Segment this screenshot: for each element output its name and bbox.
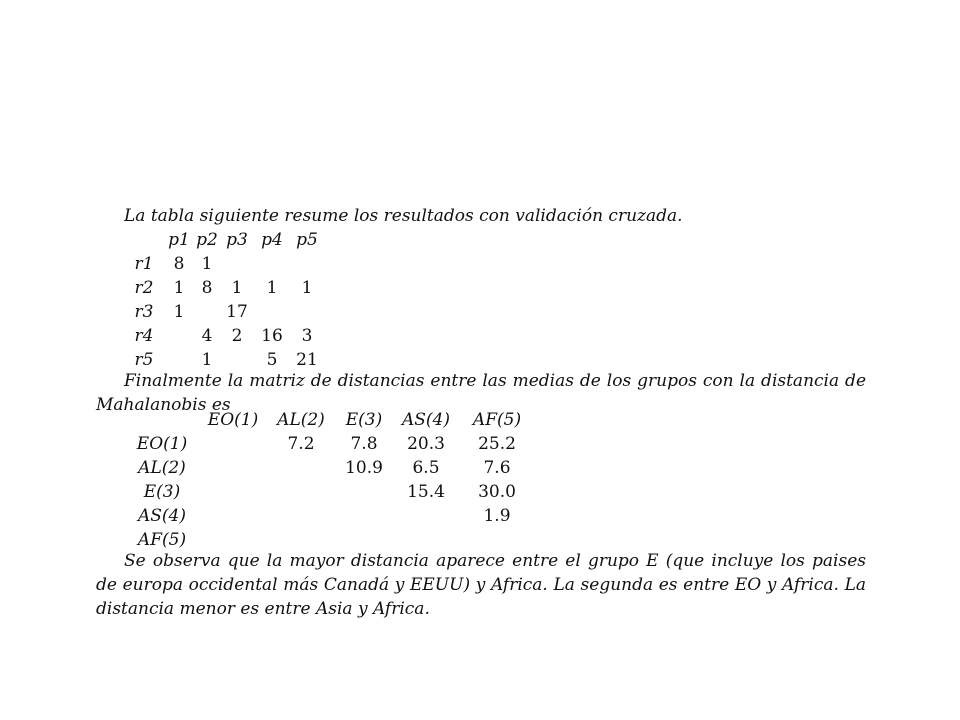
table2-cell (200, 456, 266, 480)
table2-cell (200, 480, 266, 504)
table1-row (124, 324, 324, 348)
table1-cell: 1 (173, 302, 185, 322)
table2-cell (200, 432, 266, 456)
table1-col-header: p2 (196, 230, 218, 250)
middle-paragraph: Finalmente la matriz de distancias entre las medias de los grupos con la distancia de Mahalanobis es (96, 371, 866, 415)
table2-col-header: EO(1) (207, 410, 259, 430)
table1-col-header: p3 (226, 230, 248, 250)
table1-cell (164, 324, 194, 348)
table1-cell: 1 (301, 278, 313, 298)
table2-col-header: AF(5) (472, 410, 522, 430)
table1-cell: 1 (173, 278, 185, 298)
table2-row (124, 480, 534, 504)
table2-cell (266, 456, 336, 480)
mahalanobis-distance-table (124, 408, 534, 552)
table1-cell: 5 (266, 350, 278, 370)
table1-cell: 17 (226, 302, 248, 322)
table2-cell (266, 504, 336, 528)
table1-corner (124, 228, 164, 252)
table2-cell (336, 504, 392, 528)
table1-cell: 1 (201, 350, 213, 370)
table2-row-label: E(3) (143, 482, 181, 502)
table2-col-header: AS(4) (401, 410, 450, 430)
table2-corner (124, 408, 200, 432)
table1-cell (254, 252, 290, 276)
table2-cell (392, 504, 460, 528)
table1-row-label: r5 (134, 350, 154, 370)
table2-cell: 20.3 (407, 434, 445, 454)
table1-cell: 8 (201, 278, 213, 298)
table2-header-row (124, 408, 534, 432)
table2-cell: 6.5 (412, 458, 440, 478)
table2-cell: 7.8 (350, 434, 378, 454)
table1-cell: 2 (231, 326, 243, 346)
table2-row (124, 504, 534, 528)
table2-cell: 10.9 (345, 458, 383, 478)
table1-cell: 1 (266, 278, 278, 298)
conclusion-paragraph: Se observa que la mayor distancia aparece entre el grupo E (que incluye los paises de europa occidental más Canadá y EEUU) y Africa. La segunda es entre EO y Africa. La distancia menor es entre Asia y Africa. (96, 551, 866, 619)
table1-cell (290, 300, 324, 324)
table1-row-label: r2 (134, 278, 154, 298)
table1-col-header: p4 (261, 230, 283, 250)
table2-row (124, 432, 534, 456)
table2-cell: 7.6 (483, 458, 511, 478)
table1-cell (220, 252, 254, 276)
table1-cell: 1 (201, 254, 213, 274)
table1-row (124, 276, 324, 300)
table2-row-label: AF(5) (137, 530, 187, 550)
table1-col-header: p5 (296, 230, 318, 250)
table2-col-header: AL(2) (277, 410, 325, 430)
table2-cell (336, 480, 392, 504)
table2-row-label: EO(1) (136, 434, 188, 454)
intro-paragraph: La tabla siguiente resume los resultados con validación cruzada. (124, 206, 683, 226)
table1-cell: 3 (301, 326, 313, 346)
table1-cell: 8 (173, 254, 185, 274)
table1-header-row (124, 228, 324, 252)
table1-row-label: r3 (134, 302, 154, 322)
table1-cell (194, 300, 220, 324)
table1-cell: 21 (296, 350, 318, 370)
table2-cell: 30.0 (478, 482, 516, 502)
table1-row-label: r1 (134, 254, 154, 274)
table1-cell (290, 252, 324, 276)
table1-cell: 4 (201, 326, 213, 346)
table2-row (124, 456, 534, 480)
table1-row (124, 300, 324, 324)
table2-cell: 25.2 (478, 434, 516, 454)
table2-cell: 1.9 (483, 506, 511, 526)
table2-cell: 7.2 (287, 434, 315, 454)
table1-cell: 1 (231, 278, 243, 298)
table1-cell: 16 (261, 326, 283, 346)
table2-cell (200, 504, 266, 528)
table1-row-label: r4 (134, 326, 154, 346)
table1-row (124, 252, 324, 276)
table2-col-header: E(3) (345, 410, 383, 430)
table1-col-header: p1 (168, 230, 190, 250)
table2-cell: 15.4 (407, 482, 445, 502)
table2-row-label: AS(4) (137, 506, 186, 526)
table1-cell (254, 300, 290, 324)
table2-row-label: AL(2) (138, 458, 186, 478)
table2-cell (266, 480, 336, 504)
cross-validation-table (124, 228, 324, 372)
